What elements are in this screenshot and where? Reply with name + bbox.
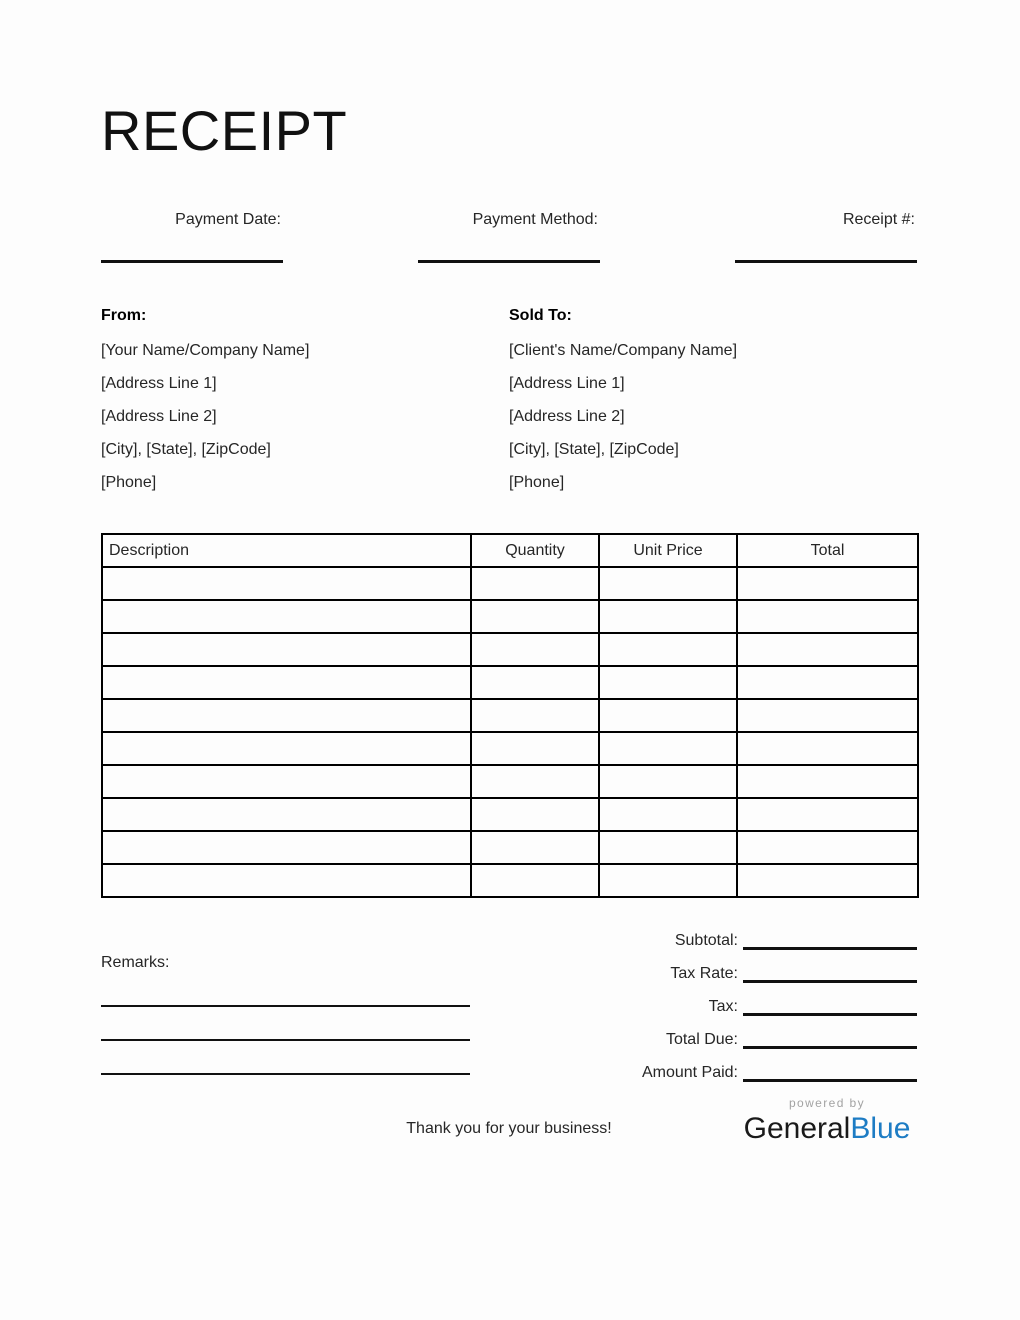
field-payment-date [101,210,283,263]
column-header-total: Total [737,534,918,567]
receipt-number-label: Receipt #: [842,211,915,228]
remarks-label: Remarks: [101,954,170,971]
total-input-line-tax-rate[interactable] [743,980,917,983]
header-fields [101,210,917,263]
cell-unit-price[interactable] [599,633,737,666]
remarks-input-line-1[interactable] [101,1005,470,1007]
total-row-tax-rate [560,952,917,985]
sold-to-line-city: [City], [State], [ZipCode] [509,441,679,458]
cell-description[interactable] [102,666,471,699]
total-input-line-total-due[interactable] [743,1046,917,1049]
brand-name-general: General [743,1112,851,1145]
payment-date-label: Payment Date: [175,211,281,228]
cell-unit-price[interactable] [599,732,737,765]
total-row-amount-paid [560,1051,917,1084]
cell-quantity[interactable] [471,765,599,798]
cell-description[interactable] [102,600,471,633]
table-row [102,831,918,864]
total-label-tax-rate: Tax Rate: [670,965,738,982]
sold-to-line-phone: [Phone] [509,474,565,491]
cell-total[interactable] [737,600,918,633]
parties-section [101,308,917,491]
total-input-line-amount-paid[interactable] [743,1079,917,1082]
cell-total[interactable] [737,699,918,732]
cell-quantity[interactable] [471,798,599,831]
cell-total[interactable] [737,633,918,666]
column-header-unit-price: Unit Price [599,534,737,567]
cell-quantity[interactable] [471,831,599,864]
cell-total[interactable] [737,864,918,897]
table-row [102,864,918,897]
line-items-header [102,534,918,567]
cell-description[interactable] [102,798,471,831]
line-items-body [102,567,918,897]
remarks-input-line-2[interactable] [101,1039,470,1041]
brand-name [737,1114,917,1144]
payment-method-input-line[interactable] [418,260,600,263]
party-sold-to [509,308,917,491]
cell-total[interactable] [737,567,918,600]
table-row [102,732,918,765]
column-header-quantity: Quantity [471,534,599,567]
cell-quantity[interactable] [471,732,599,765]
from-heading: From: [101,307,147,324]
table-row [102,798,918,831]
sold-to-heading: Sold To: [509,307,572,324]
sold-to-line-address2: [Address Line 2] [509,408,625,425]
sold-to-line-name: [Client's Name/Company Name] [509,342,738,359]
page-title: RECEIPT [101,99,348,162]
from-line-name: [Your Name/Company Name] [101,342,310,359]
table-row [102,699,918,732]
cell-unit-price[interactable] [599,798,737,831]
field-receipt-number [735,210,917,263]
party-from [101,308,509,491]
cell-quantity[interactable] [471,600,599,633]
cell-description[interactable] [102,567,471,600]
cell-unit-price[interactable] [599,765,737,798]
table-row [102,600,918,633]
cell-description[interactable] [102,831,471,864]
total-row-total-due [560,1018,917,1051]
sold-to-line-address1: [Address Line 1] [509,375,625,392]
cell-total[interactable] [737,831,918,864]
line-items-table [101,533,919,898]
from-line-address2: [Address Line 2] [101,408,217,425]
cell-total[interactable] [737,798,918,831]
total-label-tax: Tax: [708,998,738,1015]
column-header-description: Description [102,534,471,567]
cell-description[interactable] [102,864,471,897]
table-row [102,765,918,798]
payment-method-label: Payment Method: [472,211,598,228]
field-payment-method [418,210,600,263]
cell-unit-price[interactable] [599,699,737,732]
cell-description[interactable] [102,699,471,732]
from-line-phone: [Phone] [101,474,157,491]
remarks-section [101,955,470,1075]
cell-quantity[interactable] [471,567,599,600]
cell-total[interactable] [737,765,918,798]
total-label-subtotal: Subtotal: [674,932,738,949]
table-header-row [102,534,918,567]
receipt-number-input-line[interactable] [735,260,917,263]
cell-total[interactable] [737,666,918,699]
table-row [102,633,918,666]
cell-description[interactable] [102,732,471,765]
thank-you-message: Thank you for your business! [406,1120,612,1137]
cell-total[interactable] [737,732,918,765]
powered-by-label: powered by [788,1096,866,1110]
from-line-city: [City], [State], [ZipCode] [101,441,271,458]
cell-quantity[interactable] [471,666,599,699]
cell-unit-price[interactable] [599,666,737,699]
total-input-line-tax[interactable] [743,1013,917,1016]
table-row [102,666,918,699]
cell-quantity[interactable] [471,633,599,666]
total-row-subtotal [560,919,917,952]
total-label-total-due: Total Due: [665,1031,738,1048]
total-row-tax [560,985,917,1018]
remarks-lines [101,1005,470,1075]
total-input-line-subtotal[interactable] [743,947,917,950]
cell-unit-price[interactable] [599,600,737,633]
brand-name-blue: Blue [850,1112,911,1145]
cell-unit-price[interactable] [599,567,737,600]
from-line-address1: [Address Line 1] [101,375,217,392]
cell-description[interactable] [102,633,471,666]
payment-date-input-line[interactable] [101,260,283,263]
cell-unit-price[interactable] [599,831,737,864]
cell-unit-price[interactable] [599,864,737,897]
brand-logo [737,1097,917,1144]
cell-description[interactable] [102,765,471,798]
totals-section [560,919,917,1084]
remarks-input-line-3[interactable] [101,1073,470,1075]
table-row [102,567,918,600]
cell-quantity[interactable] [471,864,599,897]
total-label-amount-paid: Amount Paid: [641,1064,738,1081]
cell-quantity[interactable] [471,699,599,732]
